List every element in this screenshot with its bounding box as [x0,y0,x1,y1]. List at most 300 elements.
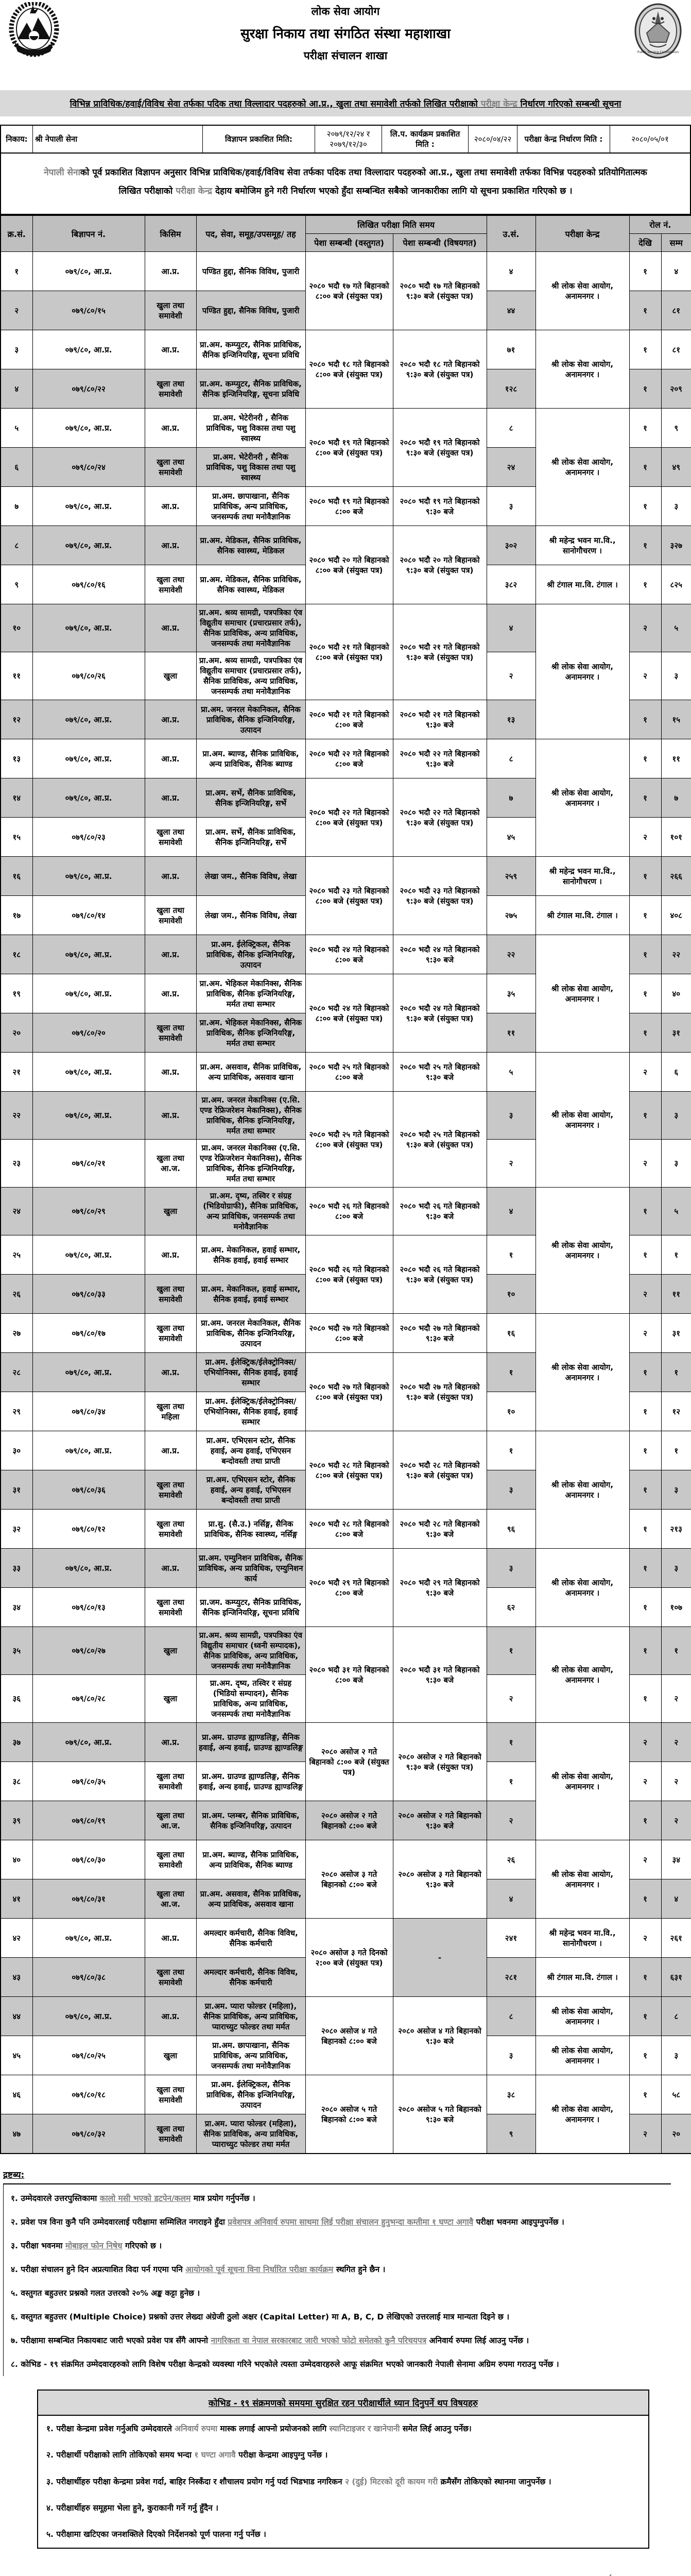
cell-exam-centre: श्री महेन्द्र भवन मा.वि., सानोगौचरण । [535,526,629,565]
table-row [1,1188,691,1235]
cell-candidate-count: २ [487,652,535,700]
cell-sn: २८ [1,1353,32,1392]
cell-subjective-time: २०८० असोज २ गते बिहानको ९:३० बजे (संयुक्त पत्र) [393,1723,487,1801]
notes-title: द्रष्टब्य: [3,2170,25,2180]
cell-kind: आ.प्र. [145,1549,196,1588]
notice-banner [0,90,691,116]
cell-kind: खुला तथा समावेशी [145,1275,196,1314]
cell-candidate-count: २५९ [487,857,535,896]
cell-candidate-count: ३ [487,1092,535,1140]
cell-exam-centre: श्री टंगाल मा.वि. टंगाल । [535,896,629,935]
cell-subjective-time: २०८० असोज ५ गते बिहानको ९:३० बजे [393,2075,487,2154]
cell-subjective-time: २०८० भदौ २८ गते बिहानको ९:३० बजे (संयुक्त पत्र) [393,1431,487,1510]
cell-kind: खुला तथा समावेशी [145,1470,196,1510]
cell-advt-no: ०७९/८०/३६ [32,1470,145,1510]
cell-candidate-count: १ [487,1762,535,1801]
col-post: पद, सेवा, समूह/उपसमूह/ तह [196,215,305,252]
cell-subjective-time: २०८० भदौ २६ गते बिहानको ९:३० बजे [393,1188,487,1235]
org-title: लोक सेवा आयोग [311,5,380,18]
cell-advt-no: ०७९/८०/३४ [32,1392,145,1431]
cell-kind: खुला तथा समावेशी [145,1013,196,1053]
cell-objective-time: २०८० भदौ २२ गते बिहानको ८:०० बजे (संयुक्त पत्र) [305,778,393,857]
cell-kind: आ.प्र. [145,487,196,526]
cell-roll-from: १ [629,1588,661,1627]
cell-roll-to: ६ [661,1053,691,1092]
cell-subjective-time: २०८० भदौ १९ गते बिहानको ९:३० बजे (संयुक्त पत्र) [393,409,487,487]
table-row [1,1997,691,2036]
cell-post: प्रा.अम. कम्प्युटर, सैनिक प्राविधिक, सैनिक इन्जिनियरिङ्ग, सूचना प्रविधि [196,369,305,409]
cell-advt-no: ०७९/८०, आ.प्र. [32,252,145,291]
cell-objective-time: २०८० भदौ २१ गते बिहानको ८:०० बजे [305,700,393,739]
cell-post: प्रा.अम. दृष्य, तस्विर र संग्रह (भिडियोग्राफी), सैनिक प्राविधिक, अन्य प्राविधिक, जनसम्पर्क तथा मनोवैज्ञानिक [196,1188,305,1235]
intro-paragraph: नेपाली सेनाको पूर्व प्रकाशित विज्ञापन अनुसार विभिन्न प्राविधिक/हवाई/विविध सेवा तर्फका पदिक तथा विल्लादार पदहरुको आ.प्र., खुला तथा समावेशी तर्फका विभिन्न पदहरुको प्रतियोगितात्मक लिखित परीक्षाको परीक्षा केन्द्र देहाय बमोजिम हुने गरी निर्धारण भएको हुँदा सम्बन्धित सबैको जानकारीका लागि यो सूचना प्रकाशित गरिएको छ । [0,152,691,215]
cell-post: प्रा.अम. श्रव्य सामग्री, पत्रपत्रिका एंव विद्युतीय समाचार (प्रचारप्रसार तर्फ), सैनिक प्राविधिक, अन्य प्राविधिक, जनसम्पर्क तथा मनोवैज्ञानिक [196,652,305,700]
cell-sn: २ [1,291,32,330]
cell-roll-to: ८१ [661,330,691,369]
cell-advt-no: ०७९/८०/३८ [32,1958,145,1997]
signature-right [552,2569,629,2576]
table-row [1,739,691,778]
cell-advt-no: ०७९/८०, आ.प्र. [32,1092,145,1140]
program-date-value: २०८०/०४/२२ [469,126,517,152]
col-roll-from: देखि [629,234,661,252]
cell-roll-from: २ [629,1053,661,1092]
cell-objective-time: २०८० असोज ५ गते बिहानको ८:०० बजे [305,2075,393,2154]
cell-post: प्रा.अम. सर्भे, सैनिक प्राविधिक, सैनिक इन्जिनियरिङ्ग, सर्भे [196,778,305,818]
cell-roll-to: २६१ [661,1919,691,1958]
program-date-label: लि.प. कार्यक्रम प्रकाशित मिति : [382,126,469,152]
cell-kind: आ.प्र. [145,700,196,739]
cell-sn: ३८ [1,1762,32,1801]
cell-sn: ३१ [1,1470,32,1510]
cell-subjective-time: २०८० भदौ २२ गते बिहानको ९:३० बजे [393,739,487,778]
cell-roll-from: १ [629,1235,661,1275]
cell-roll-to: ५ [661,604,691,652]
cell-roll-to: ८१ [661,291,691,330]
cell-roll-from: २ [629,1840,661,1879]
exam-centre-table [0,215,691,2154]
cell-sn: ९ [1,565,32,604]
cell-objective-time: २०८० भदौ २३ गते बिहानको ८:०० बजे (संयुक्त पत्र) [305,857,393,935]
cell-post: प्रा.अम. जनरल मेकानिकल, सैनिक प्राविधिक, सैनिक इन्जिनियरिङ्ग, उत्पादन [196,700,305,739]
cell-kind: खुला तथा आ.ज. [145,1140,196,1188]
cell-sn: १४ [1,778,32,818]
signature-right-icon [552,2569,629,2576]
cell-roll-from: २ [629,604,661,652]
cell-exam-centre: श्री लोक सेवा आयोग, अनामनगर । [535,1314,629,1431]
branch-title: परीक्षा संचालन शाखा [303,49,388,62]
body-value: श्री नेपाली सेना [33,126,203,152]
cell-roll-to: ४९ [661,448,691,487]
cell-post: प्रा.अम. भेहिकल मेकानिक्स, सैनिक प्राविधिक, सैनिक इन्जिनियरिङ्ग, मर्मत तथा सम्भार [196,1013,305,1053]
table-row [1,935,691,974]
cell-post: प्रा.अम. श्रव्य सामग्री, पत्रपत्रिका एंव विद्युतीय समाचार (ध्वनी सम्पादक), सैनिक प्राविधिक, अन्य प्राविधिक, जनसम्पर्क तथा मनोवैज्ञानिक [196,1627,305,1675]
cell-kind: खुला तथा समावेशी [145,1588,196,1627]
table-row [1,409,691,448]
cell-exam-centre: श्री लोक सेवा आयोग, अनामनगर । [535,2036,629,2075]
cell-exam-centre: श्री लोक सेवा आयोग, अनामनगर । [535,1840,629,1919]
cell-roll-from: २ [629,1723,661,1762]
cell-roll-to: ३४ [661,1840,691,1879]
cell-advt-no: ०७९/८०/१३ [32,1588,145,1627]
cell-candidate-count: २ [487,1801,535,1840]
cell-advt-no: ०७९/८०, आ.प्र. [32,857,145,896]
cell-candidate-count: ३८ [487,2075,535,2114]
cell-post: प्रा.अम. ग्राउण्ड ह्याण्डलिङ्ग, सैनिक हवाई, अन्य हवाई, ग्राउण्ड ह्याण्डलिङ्ग [196,1723,305,1762]
cell-roll-to: २६६ [661,857,691,896]
cell-advt-no: ०७९/८०, आ.प्र. [32,487,145,526]
cell-candidate-count: ६२ [487,1588,535,1627]
cell-advt-no: ०७९/८०/२४ [32,448,145,487]
cell-advt-no: ०७९/८०, आ.प्र. [32,409,145,448]
cell-advt-no: ०७९/८०/१४ [32,896,145,935]
cell-sn: २३ [1,1140,32,1188]
cell-sn: २५ [1,1235,32,1275]
col-objective: पेशा सम्बन्धी (वस्तुगत) [305,234,393,252]
cell-roll-from: १ [629,700,661,739]
cell-advt-no: ०७९/८०, आ.प्र. [32,1353,145,1392]
cell-advt-no: ०७९/८०, आ.प्र. [32,778,145,818]
covid-item: ३. परीक्षार्थीहरु परीक्षा केन्द्रमा प्रवेश गर्दा, बाहिर निस्कँदा र शौचालय प्रयोग गर्नु पर्दा भिडभाड नगरिकन २ (दुई) मिटरको दूरी कायम गरी क्रमैसँग तोकिएको स्थानमा जानुपर्नेछ । [46,2477,551,2486]
cell-objective-time: २०८० भदौ १८ गते बिहानको ८:०० बजे (संयुक्त पत्र) [305,330,393,409]
cell-advt-no: ०७९/८०, आ.प्र. [32,1549,145,1588]
cell-roll-from: १ [629,739,661,778]
cell-sn: ३४ [1,1588,32,1627]
cell-objective-time: २०८० भदौ २२ गते बिहानको ८:०० बजे [305,739,393,778]
cell-roll-from: २ [629,1275,661,1314]
note-item: ६. वस्तुगत बहुउत्तर (Multiple Choice) प्रश्नको उत्तर लेख्दा अंग्रेजी ठुलो अक्षर (Capital Letter) मा A, B, C, D लेखिएको उत्तरलाई मात्र मान्यता दिइने छ । [11,2312,510,2321]
signature-row [0,2549,691,2576]
col-exam-datetime: लिखित परीक्षा मिति समय [305,215,487,234]
cell-candidate-count: ३ [487,1470,535,1510]
cell-advt-no: ०७९/८०/२३ [32,818,145,857]
cell-kind: खुला तथा समावेशी [145,369,196,409]
cell-candidate-count: १० [487,1275,535,1314]
cell-kind: खुला तथा आ.ज. [145,1879,196,1919]
info-bar [0,125,691,152]
cell-candidate-count: ४ [487,252,535,291]
cell-roll-from: १ [629,1470,661,1510]
cell-objective-time: २०८० भदौ २५ गते बिहानको ८:०० बजे (संयुक्त पत्र) [305,1092,393,1188]
cell-advt-no: ०७९/८०, आ.प्र. [32,974,145,1013]
cell-advt-no: ०७९/८०, आ.प्र. [32,1235,145,1275]
cell-roll-to: २ [661,1675,691,1723]
cell-candidate-count: ४४ [487,291,535,330]
cell-roll-from: २ [629,1919,661,1958]
col-advt: बिज्ञापन नं. [32,215,145,252]
cell-objective-time: २०८० भदौ २४ गते बिहानको ८:०० बजे [305,935,393,974]
cell-advt-no: ०७९/८०/१६ [32,565,145,604]
cell-kind: खुला तथा समावेशी [145,896,196,935]
cell-kind: खुला तथा समावेशी [145,818,196,857]
cell-roll-to: १ [661,1627,691,1675]
cell-roll-to: २२ [661,935,691,974]
cell-roll-from: १ [629,896,661,935]
cell-sn: ३७ [1,1723,32,1762]
cell-objective-time: २०८० भदौ २६ गते बिहानको ८:०० बजे (संयुक्त पत्र) [305,1235,393,1314]
cell-roll-to: २० [661,2114,691,2154]
cell-candidate-count: १ [487,1627,535,1675]
cell-exam-centre: श्री लोक सेवा आयोग, अनामनगर । [535,1549,629,1627]
note-item: २. प्रवेश पत्र विना कुनै पनि उम्मेदवारलाई परीक्षामा सम्मिलित नगराइने हुँदा प्रवेशपत्र अनिवार्य रुपमा साथमा लिई परीक्षा संचालन हुनुभन्दा कम्तीमा १ घण्टा अगावै परीक्षा भवनमा आइपुग्नुपर्नेछ । [11,2217,564,2227]
col-centre: परीक्षा केन्द्र [535,215,629,252]
cell-kind: खुला तथा समावेशी [145,448,196,487]
cell-subjective-time: २०८० भदौ २१ गते बिहानको ९:३० बजे [393,700,487,739]
col-sn: क्र.सं. [1,215,32,252]
cell-exam-centre: श्री महेन्द्र भवन मा.वि., सानोगौचरण । [535,1919,629,1958]
cell-roll-to: ३ [661,1470,691,1510]
cell-advt-no: ०७९/८०/२५ [32,2036,145,2075]
cell-kind: आ.प्र. [145,252,196,291]
table-row [1,2075,691,2114]
cell-roll-to: ११ [661,1275,691,1314]
cell-objective-time: २०८० भदौ २७ गते बिहानको ८:०० बजे (संयुक्त पत्र) [305,1353,393,1431]
cell-candidate-count: ७ [487,778,535,818]
covid-box-title: कोभिड - १९ संक्रमणको समयमा सुरक्षित रहन परीक्षार्थीले ध्यान दिनुपर्ने थप विषयहरु [38,2391,648,2416]
cell-post: प्रा.अम. ईलेक्ट्रिक/ईलेक्ट्रोनिक्स/एभियोनिक्स, सैनिक हवाई, हवाई सम्भार [196,1392,305,1431]
cell-roll-from: १ [629,2075,661,2114]
cell-objective-time: २०८० भदौ १७ गते बिहानको ८:०० बजे (संयुक्त पत्र) [305,252,393,330]
cell-sn: २० [1,1013,32,1053]
cell-subjective-time: २०८० भदौ २२ गते बिहानको ९:३० बजे (संयुक्त पत्र) [393,778,487,857]
cell-roll-from: १ [629,1392,661,1431]
cell-candidate-count: १२८ [487,369,535,409]
cell-roll-to: ३१ [661,1314,691,1353]
centre-date-value: २०८०/०५/०१ [631,134,669,144]
cell-objective-time: २०८० भदौ १९ गते बिहानको ८:०० बजे [305,487,393,526]
cell-roll-to: ८ [661,1997,691,2036]
cell-post: प्रा.अम. दृष्य, तस्विर र संग्रह (भिडियो सम्पादन), सैनिक प्राविधिक, अन्य प्राविधिक, जनसम्पर्क तथा मनोवैज्ञानिक [196,1675,305,1723]
cell-subjective-time: २०८० भदौ २५ गते बिहानको ९:३० बजे [393,1053,487,1092]
cell-roll-from: १ [629,1879,661,1919]
cell-post: प्रा.अम. श्रव्य सामग्री, पत्रपत्रिका एंव विद्युतीय समाचार (प्रचारप्रसार तर्फ), सैनिक प्राविधिक, अन्य प्राविधिक, जनसम्पर्क तथा मनोवैज्ञानिक [196,604,305,652]
cell-roll-to: ५८ [661,2075,691,2114]
cell-roll-from: २ [629,1314,661,1353]
cell-roll-from: २ [629,818,661,857]
cell-roll-to: २०९ [661,369,691,409]
cell-roll-to: ३२७ [661,526,691,565]
cell-post: प्रा.अम. ब्याण्ड, सैनिक प्राविधिक, अन्य प्राविधिक, सैनिक ब्याण्ड [196,739,305,778]
cell-post: प्रा.अम. प्यारा फोल्डर (महिला), सैनिक प्राविधिक, अन्य प्राविधिक, प्याराच्युट फोल्डर तथा मर्मत [196,1997,305,2036]
cell-roll-to: ३ [661,1092,691,1140]
table-row [1,252,691,291]
cell-kind: खुला तथा आ.ज. [145,1801,196,1840]
cell-roll-from: १ [629,1510,661,1549]
cell-sn: ७ [1,487,32,526]
cell-roll-to: ११ [661,739,691,778]
cell-kind: खुला तथा समावेशी [145,2114,196,2154]
cell-kind: खुला तथा समावेशी [145,1314,196,1353]
cell-exam-centre: श्री लोक सेवा आयोग, अनामनगर । [535,739,629,857]
cell-objective-time: २०८० असोज २ गते बिहानको ८:०० बजे [305,1801,393,1840]
psc-seal-icon [634,3,682,59]
cell-exam-centre: श्री लोक सेवा आयोग, अनामनगर । [535,409,629,526]
cell-candidate-count: १ [487,1723,535,1762]
cell-objective-time: २०८० असोज ३ गते बिहानको ८:०० बजे [305,1840,393,1919]
cell-advt-no: ०७९/८०, आ.प्र. [32,1997,145,2036]
cell-advt-no: ०७९/८०, आ.प्र. [32,1053,145,1092]
cell-kind: खुला तथा समावेशी [145,2075,196,2114]
cell-roll-to: १ [661,1235,691,1275]
cell-sn: ३ [1,330,32,369]
cell-exam-centre: श्री महेन्द्र भवन मा.वि., सानोगौचरण । [535,857,629,896]
cell-exam-centre: श्री लोक सेवा आयोग, अनामनगर । [535,1188,629,1314]
cell-kind: खुला तथा समावेशी [145,291,196,330]
cell-sn: ३५ [1,1627,32,1675]
cell-post: प्रा.अम. ग्राउण्ड ह्याण्डलिङ्ग, सैनिक हवाई, अन्य हवाई, ग्राउण्ड ह्याण्डलिङ्ग [196,1762,305,1801]
cell-advt-no: ०७९/८०/२२ [32,369,145,409]
department-title: सुरक्षा निकाय तथा संगठित संस्था महाशाखा [240,26,451,42]
cell-roll-to: ३ [661,487,691,526]
cell-roll-from: १ [629,291,661,330]
cell-advt-no: ०७९/८०/३५ [32,1762,145,1801]
cell-roll-from: १ [629,252,661,291]
cell-post: प्रा.अम. ईलेक्ट्रिकल, सैनिक प्राविधिक, सैनिक इन्जिनियरिङ्ग, उत्पादन [196,935,305,974]
cell-candidate-count: ३ [487,2036,535,2075]
cell-roll-from: २ [629,1762,661,1801]
cell-candidate-count: २ [487,1140,535,1188]
cell-roll-from: १ [629,409,661,448]
note-item: ७. परीक्षामा सम्बन्धित निकायबाट जारी भएको प्रवेश पत्र सँगै आफ्नो नागरिकता वा नेपाल सरकारबाट जारी भएको फोटो समेतको कुनै परिचयपत्र अनिवार्य रुपमा लिई आउनु पर्नेछ । [11,2335,529,2345]
cell-post: अमल्दार कर्मचारी, सैनिक विविध, सैनिक कर्मचारी [196,1919,305,1958]
cell-sn: १५ [1,818,32,857]
cell-subjective-time: २०८० भदौ २३ गते बिहानको ९:३० बजे (संयुक्त पत्र) [393,857,487,935]
cell-objective-time: २०८० भदौ २९ गते बिहानको ८:०० बजे [305,1549,393,1627]
cell-roll-to: ३ [661,1140,691,1188]
cell-subjective-time: २०८० असोज ४ गते बिहानको ९:३० बजे [393,1997,487,2075]
cell-objective-time: २०८० असोज ४ गते बिहानको ८:०० बजे [305,1997,393,2075]
cell-sn: ६ [1,448,32,487]
cell-post: प्रा.अम. मेडिकल, सैनिक प्राविधिक, सैनिक स्वास्थ्य, मेडिकल [196,526,305,565]
table-row [1,1840,691,1879]
cell-candidate-count: ८ [487,739,535,778]
cell-sn: ४७ [1,2114,32,2154]
cell-roll-from: १ [629,330,661,369]
cell-post: प्रा.अम. एभिएसन स्टोर, सैनिक हवाई, अन्य हवाई, एभिएसन बन्दोवस्ती तथा प्राप्ती [196,1470,305,1510]
cell-kind: आ.प्र. [145,1723,196,1762]
table-row [1,1627,691,1675]
cell-advt-no: ०७९/८०/३२ [32,2114,145,2154]
cell-kind: खुला [145,1188,196,1235]
cell-candidate-count: ११ [487,1013,535,1053]
cell-roll-from: १ [629,2036,661,2075]
cell-candidate-count: ३ [487,487,535,526]
cell-subjective-time: २०८० भदौ ३१ गते बिहानको ९:३० बजे [393,1627,487,1723]
cell-sn: ३६ [1,1675,32,1723]
col-count: उ.सं. [487,215,535,252]
cell-objective-time: २०८० भदौ २८ गते बिहानको ८:०० बजे (संयुक्त पत्र) [305,1431,393,1510]
cell-objective-time: २०८० असोज ३ गते दिनको २:०० बजे (संयुक्त पत्र) [305,1919,393,1997]
cell-subjective-time: २०८० भदौ १७ गते बिहानको ९:३० बजे (संयुक्त पत्र) [393,252,487,330]
cell-candidate-count: २४१ [487,1919,535,1958]
cell-advt-no: ०७९/८०/१८ [32,2075,145,2114]
cell-advt-no: ०७९/८०, आ.प्र. [32,330,145,369]
cell-objective-time: २०८० भदौ २० गते बिहानको ८:०० बजे (संयुक्त पत्र) [305,526,393,604]
signature-left [62,2569,139,2576]
cell-candidate-count: २२ [487,935,535,974]
cell-roll-from: १ [629,857,661,896]
covid-item: १. परीक्षा केन्द्रमा प्रवेश गर्नुअघि उम्मेदवारले अनिवार्य रुपमा मास्क लगाई आफ्नो प्रयोजनको लागि स्यानिटाइजर र खानेपानी समेत लिई आउनु पर्नेछ। [46,2424,472,2433]
cell-roll-to: ४ [661,1879,691,1919]
col-roll-to: सम्म [661,234,691,252]
cell-objective-time: २०८० भदौ ३१ गते बिहानको ८:०० बजे [305,1627,393,1723]
cell-kind: खुला [145,1675,196,1723]
cell-objective-time: २०८० असोज २ गते बिहानको ८:०० बजे (संयुक्त पत्र) [305,1723,393,1801]
cell-sn: २६ [1,1275,32,1314]
cell-roll-from: १ [629,1675,661,1723]
cell-advt-no: ०७९/८०, आ.प्र. [32,739,145,778]
cell-subjective-time: २०८० भदौ २४ गते बिहानको ९:३० बजे (संयुक्त पत्र) [393,974,487,1053]
cell-candidate-count: २७५ [487,896,535,935]
cell-post: प्रा.अम. मेकानिकल, हवाई सम्भार, सैनिक हवाई, हवाई सम्भार [196,1235,305,1275]
table-row [1,857,691,896]
cell-kind: आ.प्र. [145,935,196,974]
cell-candidate-count: १६ [487,1314,535,1353]
table-row [1,1549,691,1588]
cell-subjective-time: २०८० भदौ २७ गते बिहानको ९:३० बजे (संयुक्त पत्र) [393,1353,487,1431]
cell-roll-to: १२ [661,1392,691,1431]
cell-roll-from: १ [629,1353,661,1392]
note-item: १. उम्मेदवारले उत्तरपुस्तिकामा कालो मसी भएको डटपेन/कलम मात्र प्रयोग गर्नुपर्नेछ । [11,2193,255,2203]
cell-candidate-count: ९६ [487,1510,535,1549]
cell-sn: २२ [1,1092,32,1140]
covid-item: ५. परीक्षामा खटिएका जनशक्तिले दिएको निर्देशनको पूर्ण पालना गर्नु पर्नेछ । [46,2530,266,2539]
note-item: ३. परीक्षा भवनमा मोबाइल फोन निषेध गरिएको छ । [11,2241,162,2250]
cell-roll-from: १ [629,1013,661,1053]
notes-list [3,2183,671,2376]
cell-roll-from: १ [629,1188,661,1235]
table-header [1,215,691,252]
cell-post: प्रा.अम. सर्भे, सैनिक प्राविधिक, सैनिक इन्जिनियरिङ्ग, सर्भे [196,818,305,857]
cell-kind: आ.प्र. [145,1997,196,2036]
cell-roll-to: ६३१ [661,1958,691,1997]
cell-roll-from: १ [629,1549,661,1588]
cell-sn: २७ [1,1314,32,1353]
cell-sn: ४४ [1,1997,32,2036]
cell-candidate-count: ३५ [487,974,535,1013]
cell-candidate-count: २८१ [487,1958,535,1997]
col-kind: किसिम [145,215,196,252]
cell-advt-no: ०७९/८०/१५ [32,291,145,330]
cell-roll-from: १ [629,1958,661,1997]
cell-roll-to: ४०८ [661,896,691,935]
table-row [1,1919,691,1958]
cell-objective-time: २०८० भदौ २७ गते बिहानको ८:०० बजे [305,1314,393,1353]
cell-advt-no: ०७९/८०, आ.प्र. [32,1431,145,1470]
cell-roll-to: ७ [661,778,691,818]
cell-sn: ४६ [1,2075,32,2114]
cell-post: प्रा.अम. प्यारा फोल्डर (महिला), सैनिक प्राविधिक, अन्य प्राविधिक, प्याराच्युट फोल्डर तथा मर्मत [196,2114,305,2154]
cell-sn: १२ [1,700,32,739]
cell-kind: खुला [145,2036,196,2075]
cell-advt-no: ०७९/८०, आ.प्र. [32,1919,145,1958]
cell-roll-to: २ [661,1723,691,1762]
cell-candidate-count: ३ [487,1549,535,1588]
covid-items [38,2416,648,2548]
cell-roll-to: १ [661,1353,691,1392]
cell-candidate-count: २४ [487,448,535,487]
cell-kind: आ.प्र. [145,1053,196,1092]
cell-post: अमल्दार कर्मचारी, सैनिक विविध, सैनिक कर्मचारी [196,1958,305,1997]
cell-kind: आ.प्र. [145,778,196,818]
cell-subjective-time: २०८० भदौ २६ गते बिहानको ९:३० बजे (संयुक्त पत्र) [393,1235,487,1314]
cell-sn: १९ [1,974,32,1013]
cell-kind: खुला तथा समावेशी [145,1762,196,1801]
cell-kind: आ.प्र. [145,604,196,652]
cell-exam-centre: श्री लोक सेवा आयोग, अनामनगर । [535,604,629,739]
cell-sn: १६ [1,857,32,896]
cell-post: प्रा.अम. प्लम्बर, सैनिक प्राविधिक, सैनिक इन्जिनियरिङ्ग, उत्पादन [196,1801,305,1840]
